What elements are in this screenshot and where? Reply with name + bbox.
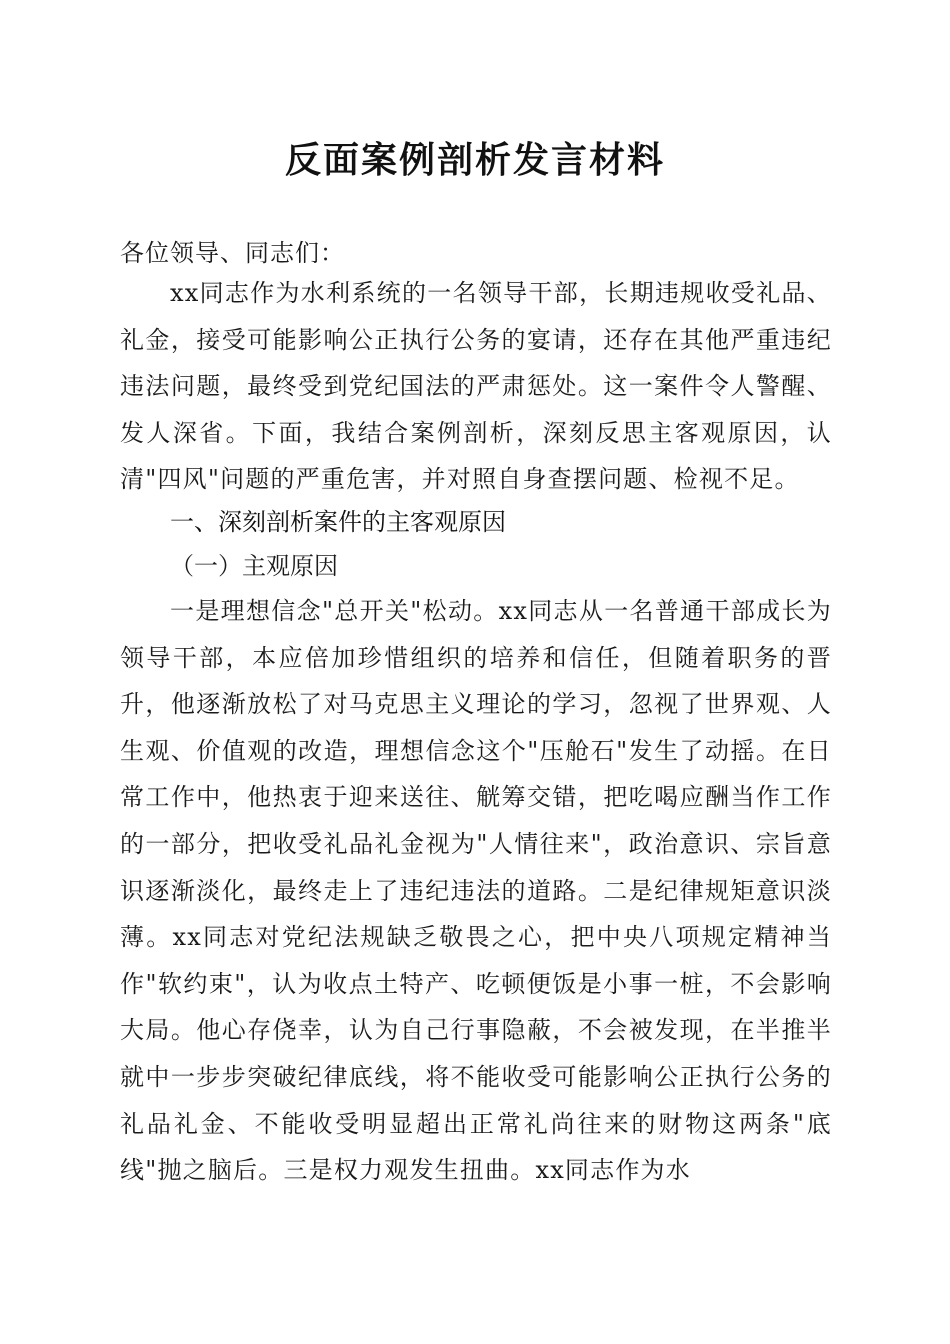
- intro-paragraph: xx同志作为水利系统的一名领导干部，长期违规收受礼品、礼金，接受可能影响公正执行公务的宴请，还存在其他严重违纪违法问题，最终受到党纪国法的严肃惩处。这一案件令人警醒、发人深省。下面，我结合案例剖析，深刻反思主客观原因，认清"四风"问题的严重危害，并对照自身查摆问题、检视不足。: [120, 279, 832, 494]
- point-2-body: xx同志对党纪法规缺乏敬畏之心，把中央八项规定精神当作"软约束"，认为收点土特产、吃顿便饭是小事一桩，不会影响大局。他心存侥幸，认为自己行事隐蔽，不会被发现，在半推半就中一步步突破纪律底线，将不能收受可能影响公正执行公务的礼品礼金、不能收受明显超出正常礼尚往来的财物这两条"底线"抛之脑后。: [120, 923, 832, 1185]
- point-1-lead: 一是理想信念"总开关"松动。: [170, 597, 499, 625]
- document-title: 反面案例剖析发言材料: [284, 139, 665, 181]
- analysis-paragraph: [120, 588, 832, 1194]
- section-heading: 一、深刻剖析案件的主客观原因: [170, 508, 506, 536]
- point-1-body: xx同志从一名普通干部成长为领导干部，本应倍加珍惜组织的培养和信任，但随着职务的晋升，他逐渐放松了对马克思主义理论的学习，忽视了世界观、人生观、价值观的改造，理想信念这个"压舱石"发生了动摇。在日常工作中，他热衷于迎来送往、觥筹交错，把吃喝应酬当作工作的一部分，把收受礼品礼金视为"人情往来"，政治意识、宗旨意识逐渐淡化，最终走上了违纪违法的道路。: [120, 597, 832, 905]
- subsection-heading: （一）主观原因: [170, 552, 338, 580]
- point-2-lead: 二是纪律规矩意识淡薄。: [120, 876, 832, 952]
- point-3-body: xx同志作为水: [535, 1156, 691, 1185]
- point-3-lead: 三是权力观发生扭曲。: [283, 1156, 536, 1185]
- salutation: 各位领导、同志们：: [120, 239, 345, 267]
